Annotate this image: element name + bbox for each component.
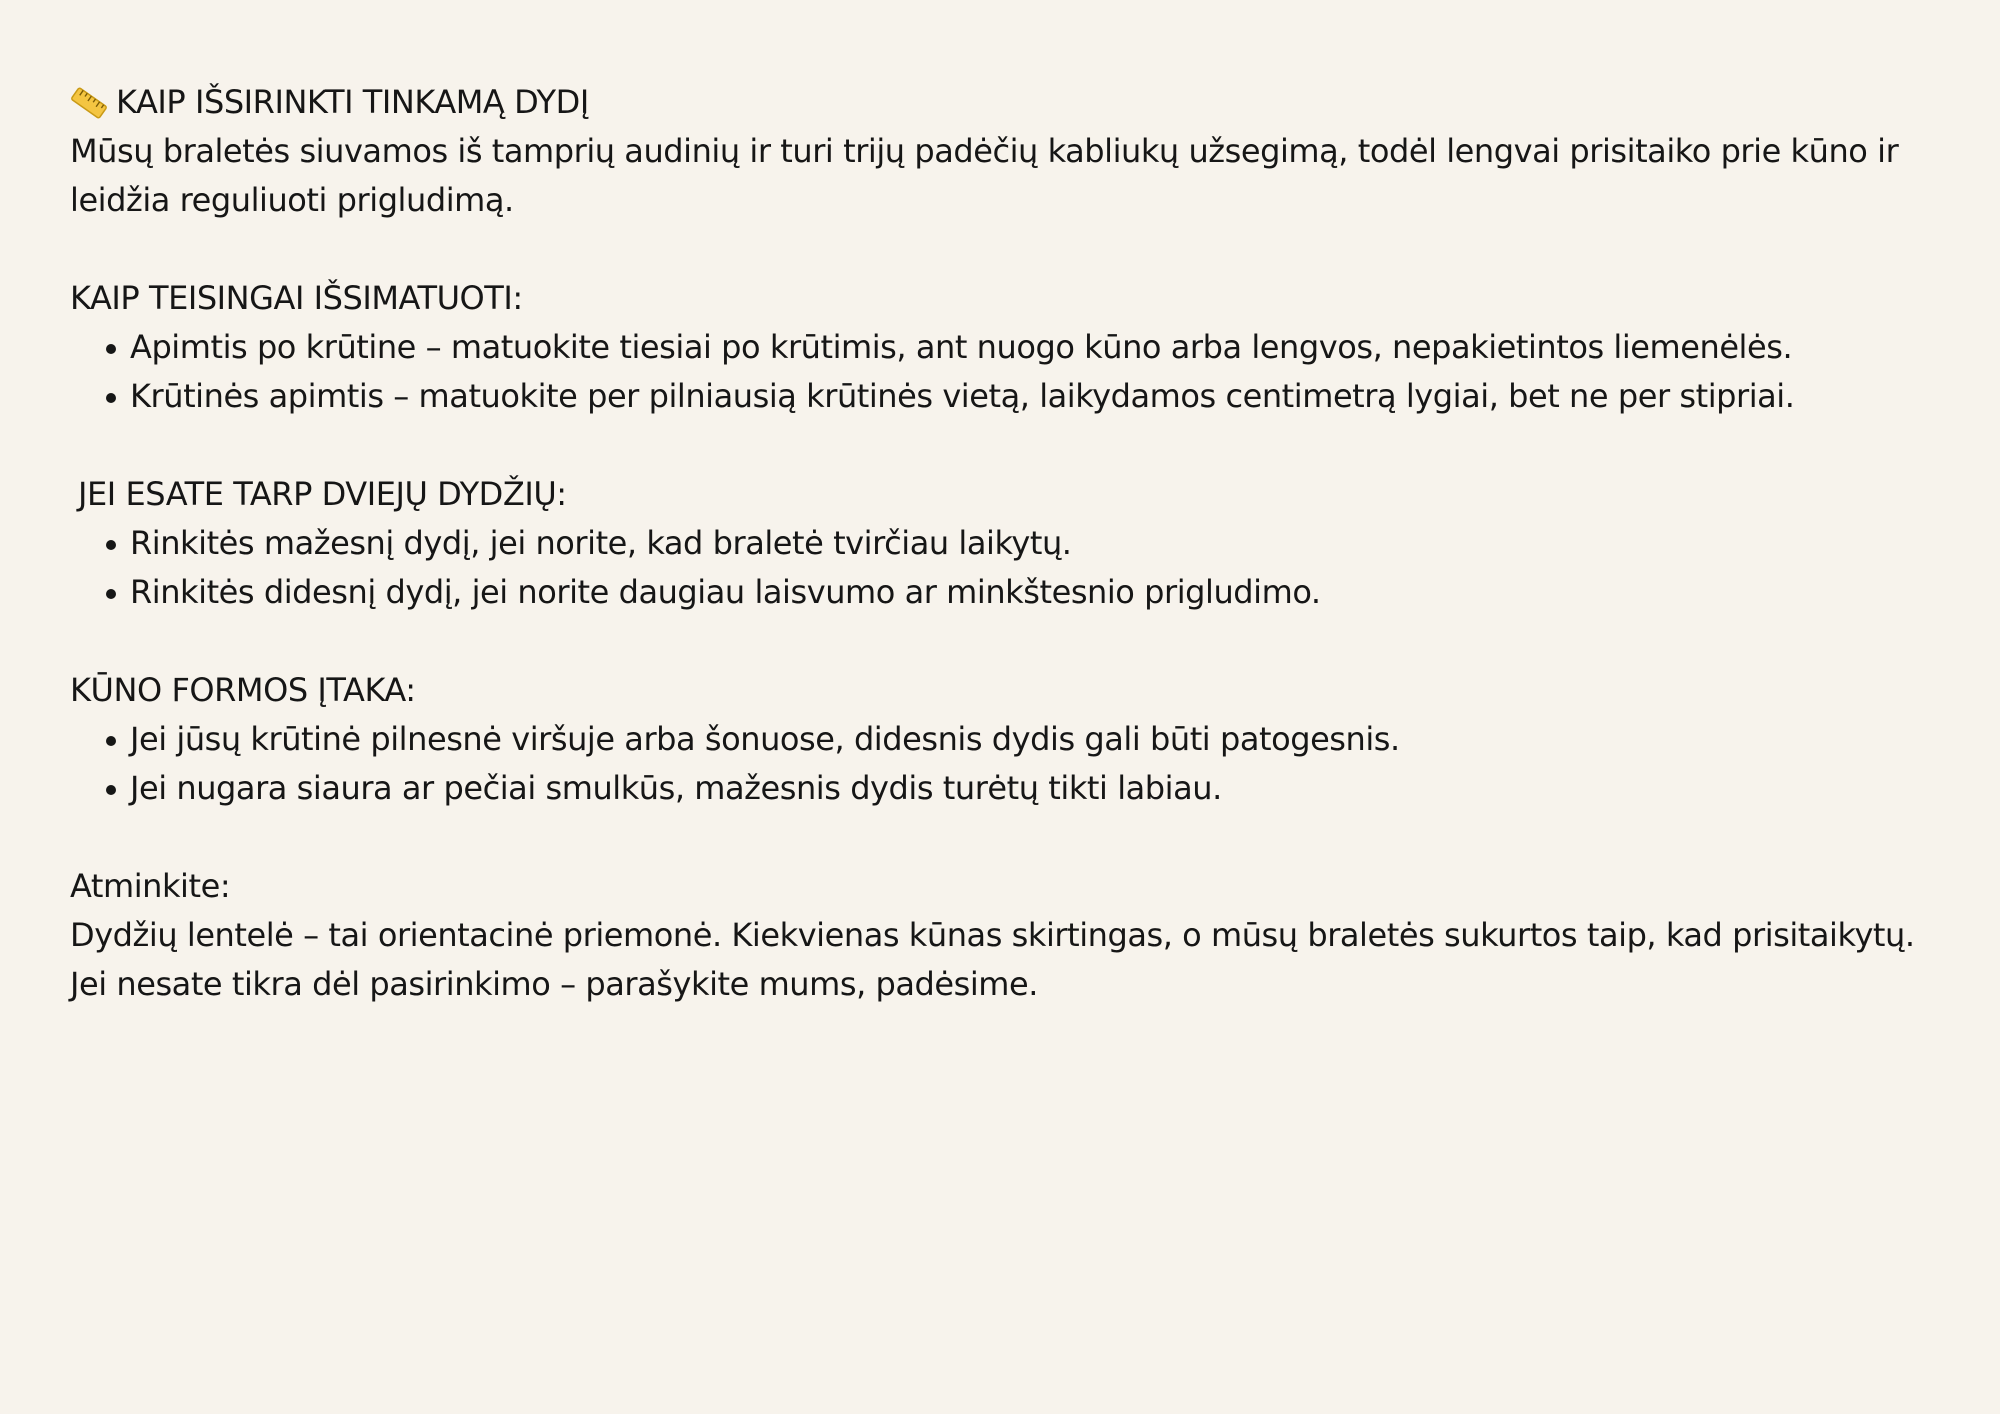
size-guide-content xyxy=(70,78,1950,1009)
list-item: Rinkitės mažesnį dydį, jei norite, kad braletė tvirčiau laikytų. xyxy=(130,519,1950,568)
intro-paragraph: Mūsų braletės siuvamos iš tamprių audinių ir turi trijų padėčių kabliukų užsegimą, todėl lengvai prisitaiko prie kūno ir leidžia reguliuoti prigludimą. xyxy=(70,132,1899,219)
spacer xyxy=(70,421,1950,470)
ruler-icon xyxy=(70,84,108,122)
note-paragraph: Dydžių lentelė – tai orientacinė priemonė. Kiekvienas kūnas skirtingas, o mūsų braletės sukurtos taip, kad prisitaikytų. xyxy=(70,916,1915,954)
note-heading: Atminkite: xyxy=(70,867,231,905)
list-item: Krūtinės apimtis – matuokite per pilniausią krūtinės vietą, laikydamos centimetrą lygiai, bet ne per stipriai. xyxy=(130,372,1950,421)
note-contact: Jei nesate tikra dėl pasirinkimo – parašykite mums, padėsime. xyxy=(70,965,1038,1003)
list-item: Rinkitės didesnį dydį, jei norite daugiau laisvumo ar minkštesnio prigludimo. xyxy=(130,568,1950,617)
spacer xyxy=(70,813,1950,862)
between-list xyxy=(70,519,1950,617)
body-shape-heading: KŪNO FORMOS ĮTAKA: xyxy=(70,671,416,709)
list-item: Apimtis po krūtine – matuokite tiesiai po krūtimis, ant nuogo kūno arba lengvos, nepakietintos liemenėlės. xyxy=(130,323,1950,372)
page-title-row xyxy=(70,78,1950,127)
page-title: KAIP IŠSIRINKTI TINKAMĄ DYDĮ xyxy=(116,83,589,121)
measure-list xyxy=(70,323,1950,421)
spacer xyxy=(70,617,1950,666)
list-item: Jei jūsų krūtinė pilnesnė viršuje arba šonuose, didesnis dydis gali būti patogesnis. xyxy=(130,715,1950,764)
body-shape-list xyxy=(70,715,1950,813)
between-heading: JEI ESATE TARP DVIEJŲ DYDŽIŲ: xyxy=(78,475,567,513)
spacer xyxy=(70,225,1950,274)
list-item: Jei nugara siaura ar pečiai smulkūs, mažesnis dydis turėtų tikti labiau. xyxy=(130,764,1950,813)
measure-heading: KAIP TEISINGAI IŠSIMATUOTI: xyxy=(70,279,523,317)
